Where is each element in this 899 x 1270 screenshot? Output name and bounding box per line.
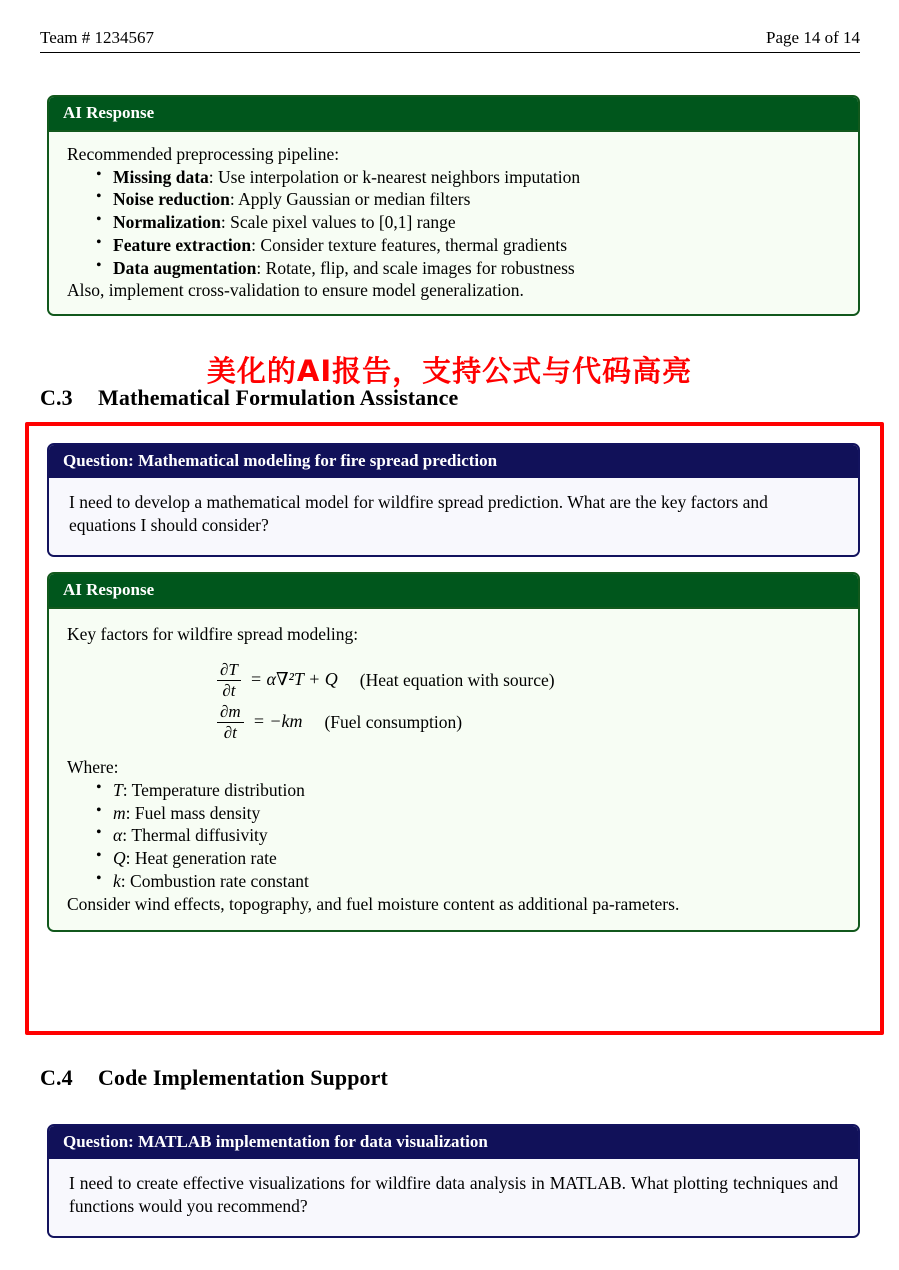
list-item: [113, 779, 840, 802]
ai-response-box-1-title: AI Response: [49, 97, 858, 132]
list-item: [113, 847, 840, 870]
equation-row-heat: [67, 661, 840, 700]
bullet-desc: : Use interpolation or k-nearest neighbors imputation: [208, 166, 581, 187]
header-page-number: Page 14 of 14: [766, 28, 860, 47]
equation-block: [67, 661, 840, 742]
fraction-numerator: ∂m: [220, 701, 241, 721]
symbol: Q: [113, 848, 126, 869]
bullet-term: Feature extraction: [113, 234, 252, 255]
header-team-id: Team # 1234567: [40, 28, 155, 47]
symbol: α: [113, 825, 123, 846]
bullet-term: Data augmentation: [113, 257, 257, 278]
question-box-1: [47, 443, 860, 557]
ai-response-2-intro: Key factors for wildfire spread modeling:: [67, 623, 359, 644]
ai-response-box-2-body: [49, 609, 858, 930]
fraction-dm-dt: [217, 703, 244, 742]
equation-rhs: = α∇²T + Q: [249, 669, 338, 690]
symbol-desc: : Temperature distribution: [122, 779, 305, 800]
symbol-desc: : Thermal diffusivity: [122, 825, 268, 846]
section-number: C.3: [40, 385, 73, 410]
ai-response-box-2: [47, 572, 860, 932]
list-item: [113, 211, 840, 234]
bullet-desc: : Apply Gaussian or median filters: [229, 189, 471, 210]
fraction-dT-dt: [217, 661, 241, 700]
symbol: T: [113, 779, 123, 800]
question-box-2: [47, 1124, 860, 1238]
page-header: [40, 28, 860, 53]
list-item: [113, 257, 840, 280]
ai-response-1-closing: Also, implement cross-validation to ensure model generalization.: [67, 280, 524, 301]
equation-note: (Fuel consumption): [324, 711, 463, 732]
question-box-2-body: I need to create effective visualizations for wildfire data analysis in MATLAB. What plotting techniques and functions would you recommend?: [49, 1159, 858, 1236]
fraction-denominator: ∂t: [217, 722, 244, 742]
where-symbol-list: [67, 779, 840, 893]
symbol-desc: : Fuel mass density: [125, 802, 261, 823]
question-box-1-body: I need to develop a mathematical model for wildfire spread prediction. What are the key factors and equations I should consider?: [49, 478, 858, 555]
list-item: [113, 824, 840, 847]
section-title: Mathematical Formulation Assistance: [98, 385, 459, 410]
equation-note: (Heat equation with source): [359, 669, 555, 690]
ai-response-1-bullet-list: [67, 166, 840, 280]
section-number: C.4: [40, 1065, 73, 1090]
list-item: [113, 188, 840, 211]
section-heading-c4: [40, 1065, 388, 1091]
list-item: [113, 166, 840, 189]
ai-response-2-closing: Consider wind effects, topography, and fuel moisture content as additional pa-rameters.: [67, 893, 680, 914]
fraction-denominator: ∂t: [217, 680, 241, 700]
list-item: [113, 870, 840, 893]
list-item: [113, 802, 840, 825]
question-box-1-title: Question: Mathematical modeling for fire spread prediction: [49, 445, 858, 478]
symbol: m: [113, 802, 126, 823]
ai-response-1-intro: Recommended preprocessing pipeline:: [67, 143, 340, 164]
question-box-2-title: Question: MATLAB implementation for data visualization: [49, 1126, 858, 1159]
symbol-desc: : Heat generation rate: [125, 848, 277, 869]
ai-response-box-2-title: AI Response: [49, 574, 858, 609]
section-title: Code Implementation Support: [98, 1065, 388, 1090]
symbol: k: [113, 870, 121, 891]
bullet-desc: : Consider texture features, thermal gradients: [251, 234, 568, 255]
section-heading-c3: [40, 385, 458, 411]
bullet-desc: : Scale pixel values to [0,1] range: [220, 212, 456, 233]
bullet-term: Normalization: [113, 212, 221, 233]
bullet-term: Noise reduction: [113, 189, 230, 210]
ai-response-box-1: [47, 95, 860, 316]
fraction-numerator: ∂T: [220, 659, 238, 679]
bullet-term: Missing data: [113, 166, 209, 187]
list-item: [113, 234, 840, 257]
ai-response-box-1-body: [49, 132, 858, 315]
equation-rhs: = −km: [252, 711, 303, 732]
chinese-annotation-text: 美化的AI报告，支持公式与代码高亮: [206, 354, 693, 388]
equation-row-fuel: [67, 703, 840, 742]
bullet-desc: : Rotate, flip, and scale images for robustness: [256, 257, 575, 278]
symbol-desc: : Combustion rate constant: [120, 870, 309, 891]
where-label: Where:: [67, 756, 119, 777]
